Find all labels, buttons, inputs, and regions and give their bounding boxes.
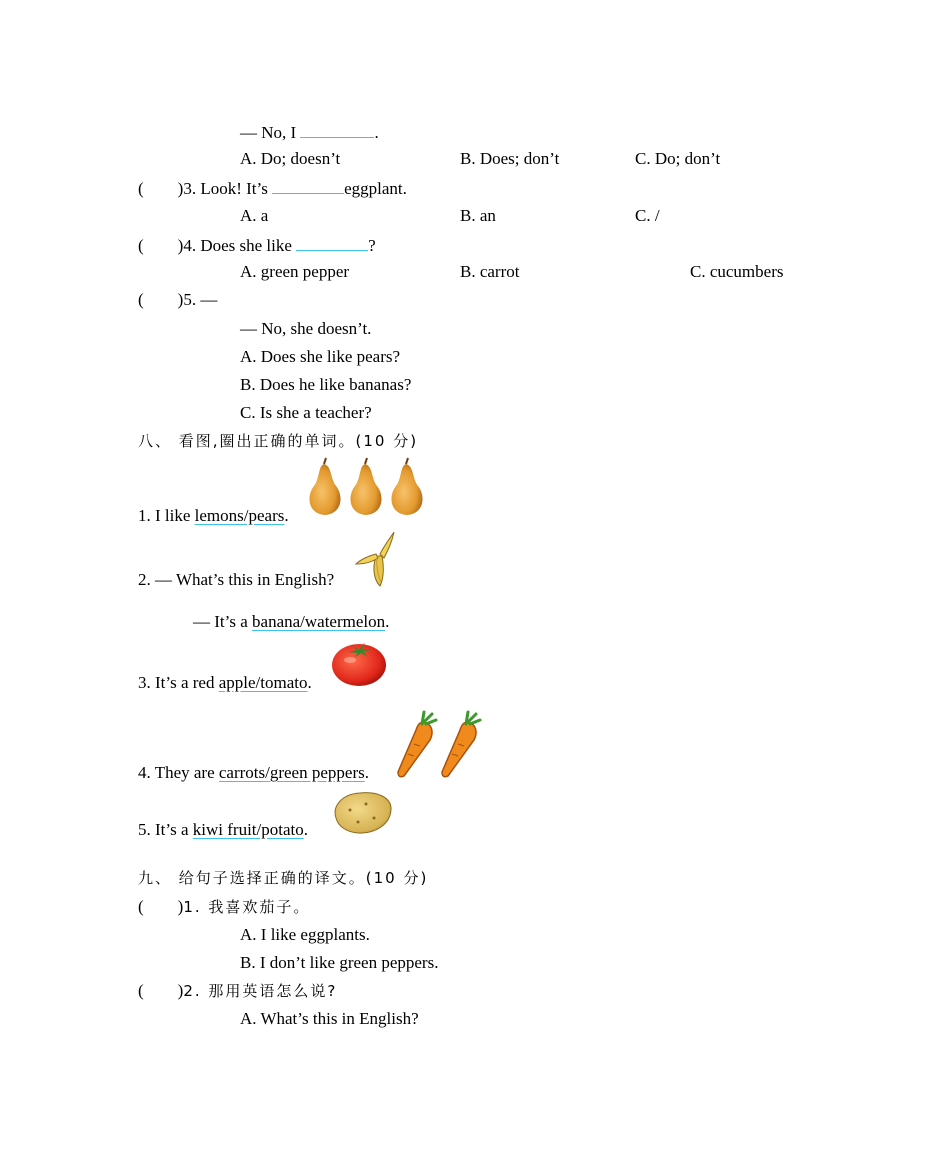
s9-q2: ( )2. 那用英语怎么说? bbox=[138, 981, 338, 1000]
potato-icon bbox=[330, 788, 394, 836]
s9-q1-option-a: A. I like eggplants. bbox=[240, 925, 370, 944]
carrots-icon bbox=[394, 710, 484, 780]
q2-option-a: A. Do; doesn’t bbox=[240, 149, 341, 168]
section8-title: 八、 看图,圈出正确的单词。(10 分) bbox=[138, 432, 419, 450]
q4-option-b: B. carrot bbox=[460, 262, 520, 281]
s8-item-4: 4. They are carrots/green peppers. bbox=[138, 763, 369, 782]
s8-item-3-choice[interactable]: apple/tomato bbox=[218, 673, 308, 692]
q3-question: ( )3. Look! It’s eggplant. bbox=[138, 179, 407, 198]
q5-option-a: A. Does she like pears? bbox=[240, 347, 401, 366]
q3-answer-paren[interactable]: ( ) bbox=[138, 179, 184, 198]
q3-option-c: C. / bbox=[635, 206, 660, 225]
banana-icon bbox=[354, 530, 398, 588]
s8-item-2: 2. — What’s this in English? bbox=[138, 570, 335, 589]
s8-item-1-choice[interactable]: lemons/pears bbox=[194, 506, 285, 525]
tomato-icon bbox=[330, 638, 388, 688]
s8-item-5-choice[interactable]: kiwi fruit/potato bbox=[192, 820, 304, 839]
s8-item-4-choice[interactable]: carrots/green peppers bbox=[218, 763, 365, 782]
section9-title: 九、 给句子选择正确的译文。(10 分) bbox=[138, 869, 429, 887]
q5-answer-paren[interactable]: ( ) bbox=[138, 290, 184, 309]
q4-answer-paren[interactable]: ( ) bbox=[138, 236, 184, 255]
q5-question: ( )5. — bbox=[138, 290, 218, 309]
q3-option-a: A. a bbox=[240, 206, 269, 225]
q3-option-b: B. an bbox=[460, 206, 496, 225]
q5-option-c: C. Is she a teacher? bbox=[240, 403, 372, 422]
s8-item-3: 3. It’s a red apple/tomato. bbox=[138, 673, 312, 692]
q2-option-c: C. Do; don’t bbox=[635, 149, 721, 168]
s9-q2-answer-paren[interactable]: ( ) bbox=[138, 981, 184, 1000]
s8-item-5: 5. It’s a kiwi fruit/potato. bbox=[138, 820, 308, 839]
s9-q1-answer-paren[interactable]: ( ) bbox=[138, 897, 184, 916]
q5-answer-line: — No, she doesn’t. bbox=[240, 319, 372, 338]
q4-blank[interactable] bbox=[296, 234, 368, 251]
q4-option-c: C. cucumbers bbox=[690, 262, 784, 281]
s8-item-2-choice[interactable]: banana/watermelon bbox=[252, 612, 386, 631]
s9-q1-option-b: B. I don’t like green peppers. bbox=[240, 953, 439, 972]
q4-option-a: A. green pepper bbox=[240, 262, 350, 281]
s8-item-2-answer: — It’s a banana/watermelon. bbox=[193, 612, 390, 631]
q2-blank[interactable] bbox=[300, 121, 374, 138]
q5-option-b: B. Does he like bananas? bbox=[240, 375, 412, 394]
q2-answer-line: — No, I . bbox=[240, 123, 379, 142]
s9-q2-option-a: A. What’s this in English? bbox=[240, 1009, 419, 1028]
q4-question: ( )4. Does she like ? bbox=[138, 236, 376, 255]
q2-option-b: B. Does; don’t bbox=[460, 149, 560, 168]
q3-blank[interactable] bbox=[272, 177, 344, 194]
s9-q1: ( )1. 我喜欢茄子。 bbox=[138, 897, 311, 916]
pears-icon bbox=[304, 456, 428, 518]
s8-item-1: 1. I like lemons/pears. bbox=[138, 506, 289, 525]
